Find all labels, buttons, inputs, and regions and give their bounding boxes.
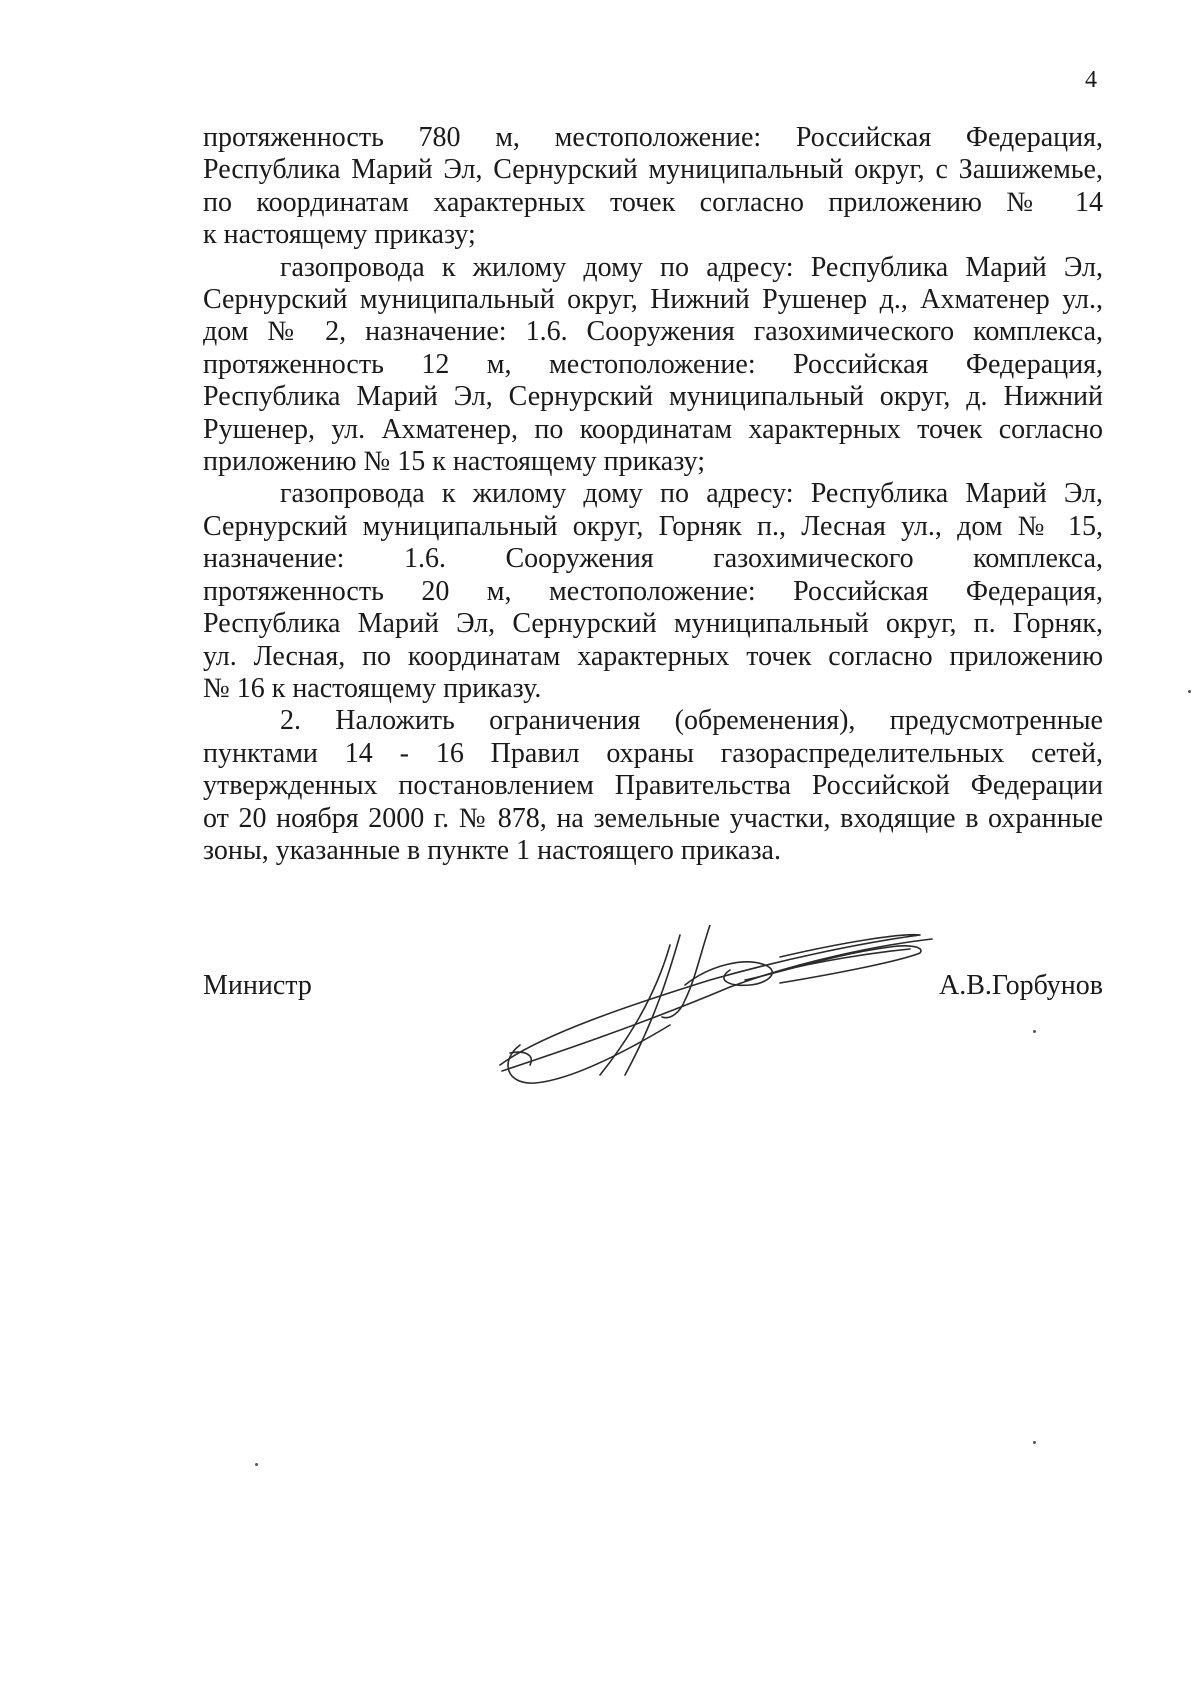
- document-body: [203, 122, 1103, 867]
- text-line: 2. Наложить ограничения (обременения), предусмотренные: [280, 705, 1103, 737]
- text-line: Республика Марий Эл, Сернурский муниципальный округ, п. Горняк,: [203, 608, 1103, 640]
- scan-speck: [1033, 1030, 1036, 1033]
- text-line: Рушенер, ул. Ахматенер, по координатам характерных точек согласно: [203, 413, 1103, 445]
- text-line: № 16 к настоящему приказу.: [203, 672, 542, 704]
- text-line: приложению № 15 к настоящему приказу;: [203, 446, 706, 478]
- paragraph-gas-pipeline-nizhny-rushener: [203, 252, 1103, 479]
- text-line: к настоящему приказу;: [203, 219, 476, 251]
- signatory-title: Министр: [203, 970, 312, 1001]
- paragraph-gas-pipeline-gornyak: [203, 478, 1103, 705]
- text-line: протяженность 780 м, местоположение: Российская Федерация,: [203, 122, 1103, 153]
- scan-speck: [255, 1463, 258, 1466]
- signatory-name: А.В.Горбунов: [938, 970, 1103, 1001]
- page-number: 4: [1085, 67, 1097, 93]
- text-line: назначение: 1.6. Сооружения газохимического комплекса,: [203, 543, 1103, 575]
- text-line: Сернурский муниципальный округ, Нижний Рушенер д., Ахматенер ул.,: [203, 284, 1103, 316]
- text-line: Сернурский муниципальный округ, Горняк п., Лесная ул., дом № 15,: [203, 510, 1103, 542]
- text-line: от 20 ноября 2000 г. № 878, на земельные участки, входящие в охранные: [203, 802, 1103, 834]
- text-line: зоны, указанные в пункте 1 настоящего приказа.: [203, 834, 781, 866]
- text-line: пунктами 14 - 16 Правил охраны газораспределительных сетей,: [203, 737, 1103, 769]
- text-line: дом № 2, назначение: 1.6. Сооружения газохимического комплекса,: [203, 316, 1103, 348]
- text-line: газопровода к жилому дому по адресу: Республика Марий Эл,: [280, 251, 1103, 283]
- paragraph-continuation: [203, 122, 1103, 252]
- text-line: по координатам характерных точек согласно приложению № 14: [203, 186, 1103, 218]
- text-line: протяженность 12 м, местоположение: Российская Федерация,: [203, 348, 1103, 380]
- text-line: Республика Марий Эл, Сернурский муниципальный округ, с Зашижемье,: [203, 154, 1103, 186]
- scan-speck: [1188, 690, 1191, 693]
- text-line: ул. Лесная, по координатам характерных точек согласно приложению: [203, 640, 1103, 672]
- text-line: газопровода к жилому дому по адресу: Республика Марий Эл,: [280, 478, 1103, 510]
- paragraph-item-2-restrictions: [203, 705, 1103, 867]
- text-line: протяженность 20 м, местоположение: Российская Федерация,: [203, 575, 1103, 607]
- text-line: Республика Марий Эл, Сернурский муниципальный округ, д. Нижний: [203, 381, 1103, 413]
- handwritten-signature: [480, 925, 950, 1095]
- scan-speck: [1033, 1441, 1036, 1444]
- text-line: утвержденных постановлением Правительства Российской Федерации: [203, 770, 1103, 802]
